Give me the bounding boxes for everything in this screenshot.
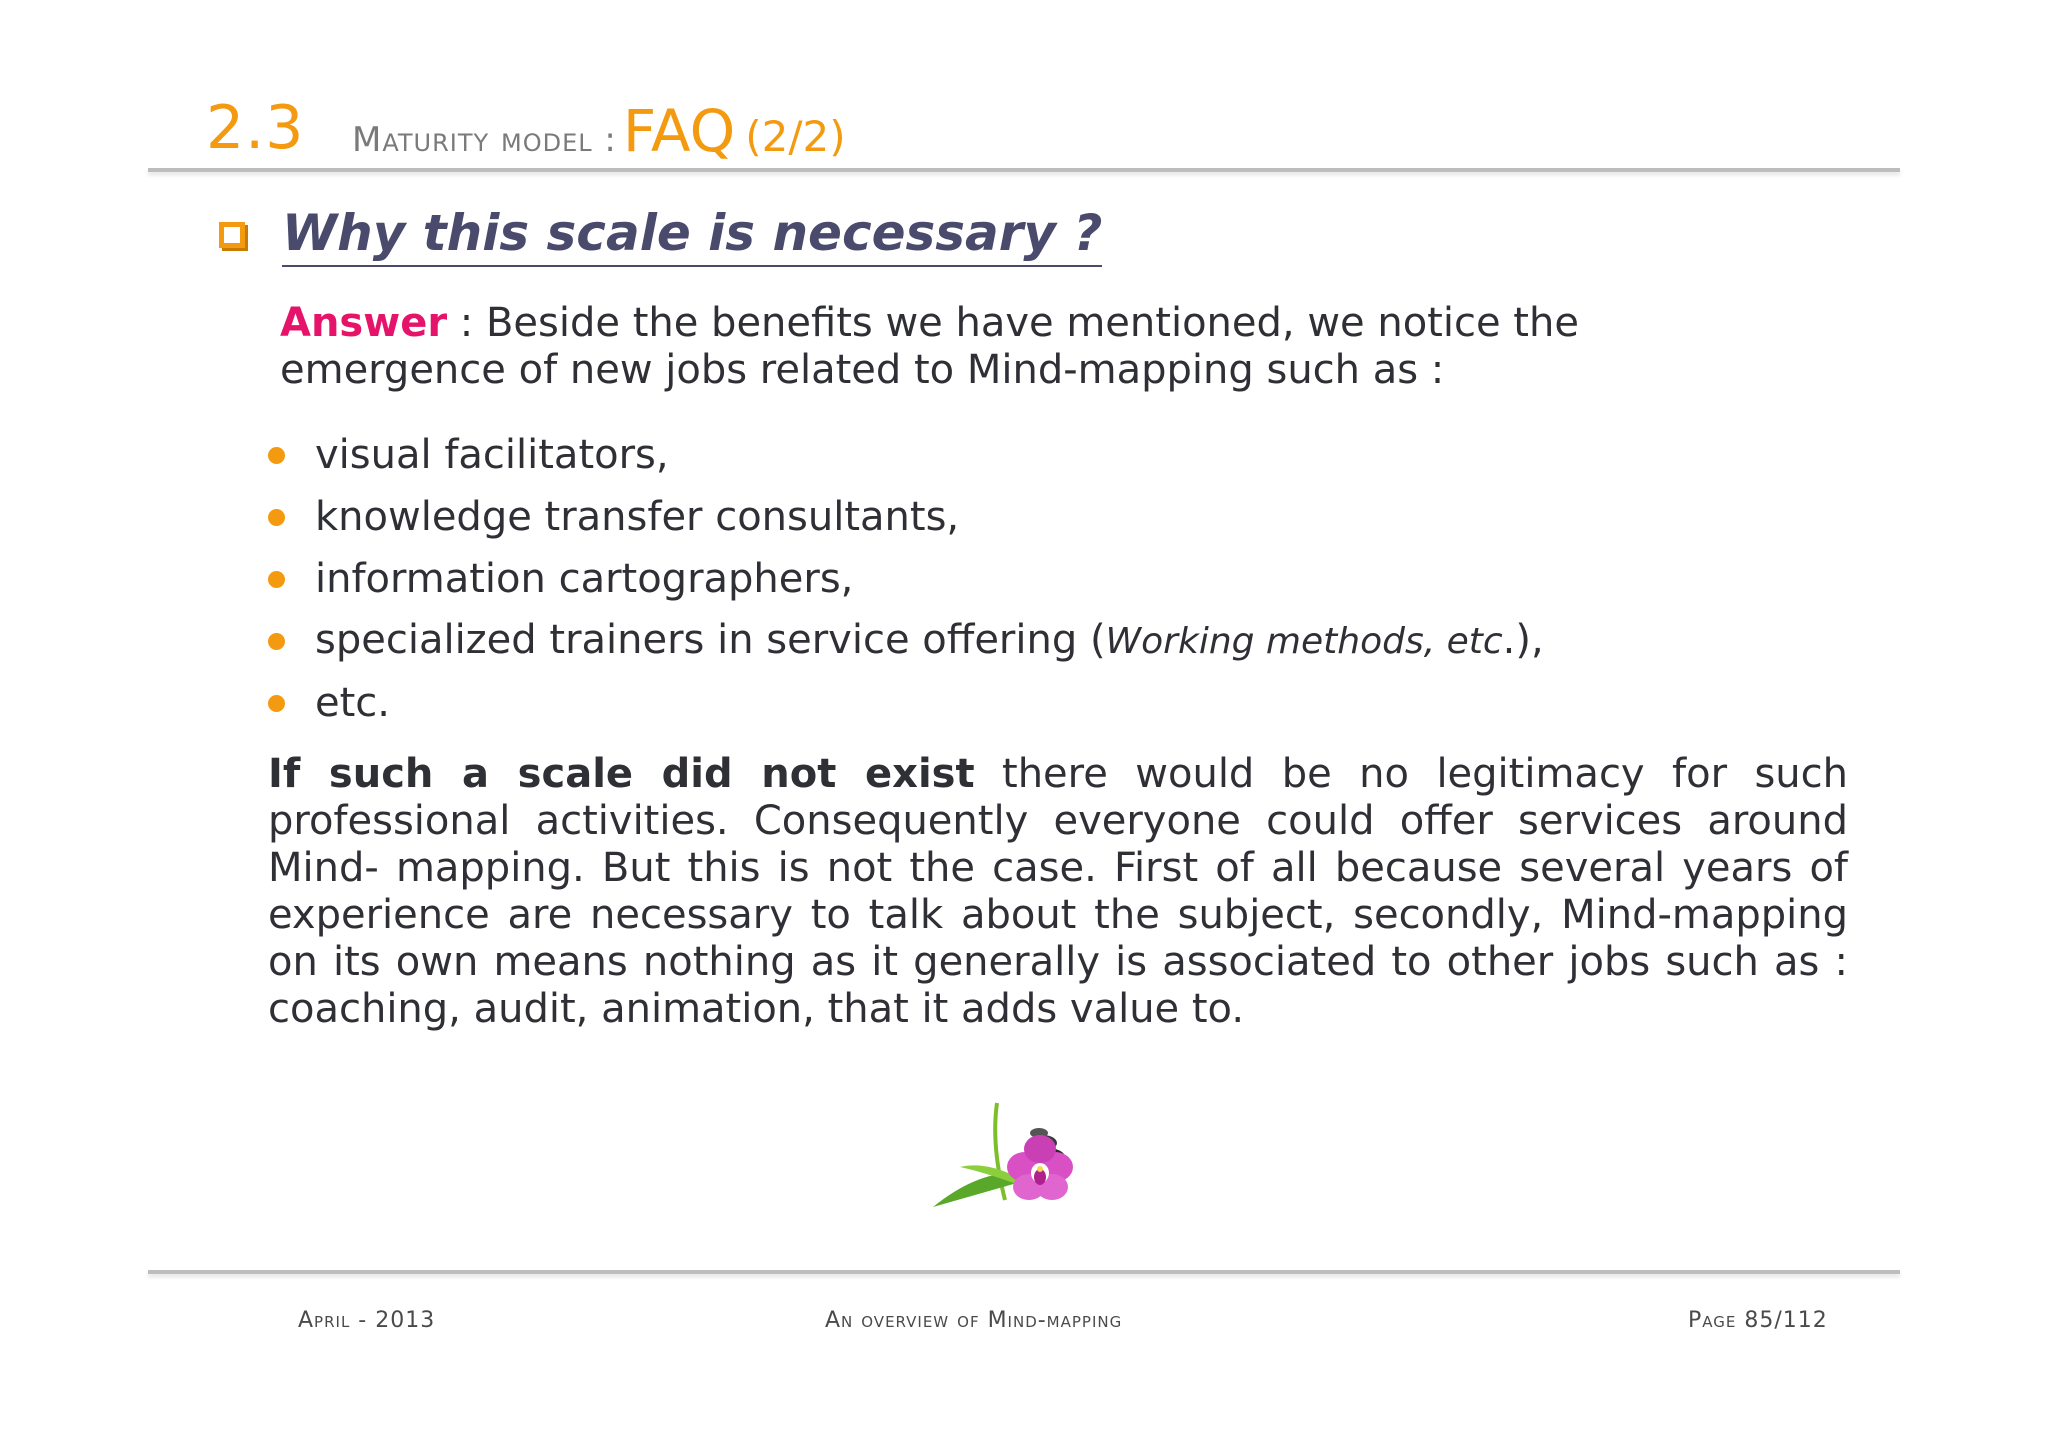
title-suffix: (2/2) bbox=[745, 112, 846, 161]
list-item-text-main: specialized trainers in service offering ( bbox=[315, 617, 1106, 663]
section-number: 2.3 bbox=[206, 93, 305, 163]
body-bold-lead: If such a scale did not exist bbox=[268, 751, 975, 797]
header-divider bbox=[148, 168, 1900, 172]
body-text: there would be no legitimacy for such professional activities. Consequently everyone could offer services around Mind- mapping. But this is not the case. First of all because several years of experience are necessary to talk about the subject, secondly, Mind-mapping on its own means nothing as it generally is associated to other jobs such as : coaching, audit, animation, that it adds value to. bbox=[268, 751, 1849, 1032]
question-heading: Why this scale is necessary ? bbox=[282, 205, 1102, 267]
list-item-text: information cartographers, bbox=[315, 556, 854, 602]
list-item-text-italic: Working methods, etc bbox=[1105, 621, 1503, 662]
list-item bbox=[268, 548, 1544, 610]
title-highlight: FAQ bbox=[622, 97, 736, 165]
orchid-icon bbox=[925, 1095, 1095, 1225]
footer-divider bbox=[148, 1270, 1900, 1274]
list-item bbox=[268, 672, 1544, 734]
list-item bbox=[268, 486, 1544, 548]
footer-document-title: An overview of Mind-mapping bbox=[825, 1308, 1123, 1333]
list-item-text: visual facilitators, bbox=[315, 432, 669, 478]
list-item-text: knowledge transfer consultants, bbox=[315, 494, 960, 540]
orange-dot-icon bbox=[268, 571, 285, 588]
job-list bbox=[268, 424, 1544, 734]
list-item bbox=[268, 424, 1544, 486]
list-item-text-tail: .), bbox=[1502, 617, 1544, 663]
answer-label: Answer bbox=[280, 300, 448, 346]
orange-dot-icon bbox=[268, 509, 285, 526]
footer-page-number: Page 85/112 bbox=[1688, 1308, 1828, 1333]
body-paragraph bbox=[268, 751, 1848, 1033]
checkbox-icon bbox=[219, 222, 245, 248]
page-title bbox=[352, 97, 846, 165]
title-prefix: Maturity model : bbox=[352, 120, 617, 160]
answer-paragraph bbox=[280, 300, 1800, 394]
orange-dot-icon bbox=[268, 695, 285, 712]
list-item-text bbox=[315, 612, 1544, 670]
orange-dot-icon bbox=[268, 633, 285, 650]
list-item bbox=[268, 610, 1544, 672]
list-item-text: etc. bbox=[315, 680, 390, 726]
answer-text: : Beside the benefits we have mentioned, we notice the emergence of new jobs related to Mind-mapping such as : bbox=[280, 300, 1579, 393]
footer-date: April - 2013 bbox=[298, 1308, 436, 1333]
orange-dot-icon bbox=[268, 447, 285, 464]
